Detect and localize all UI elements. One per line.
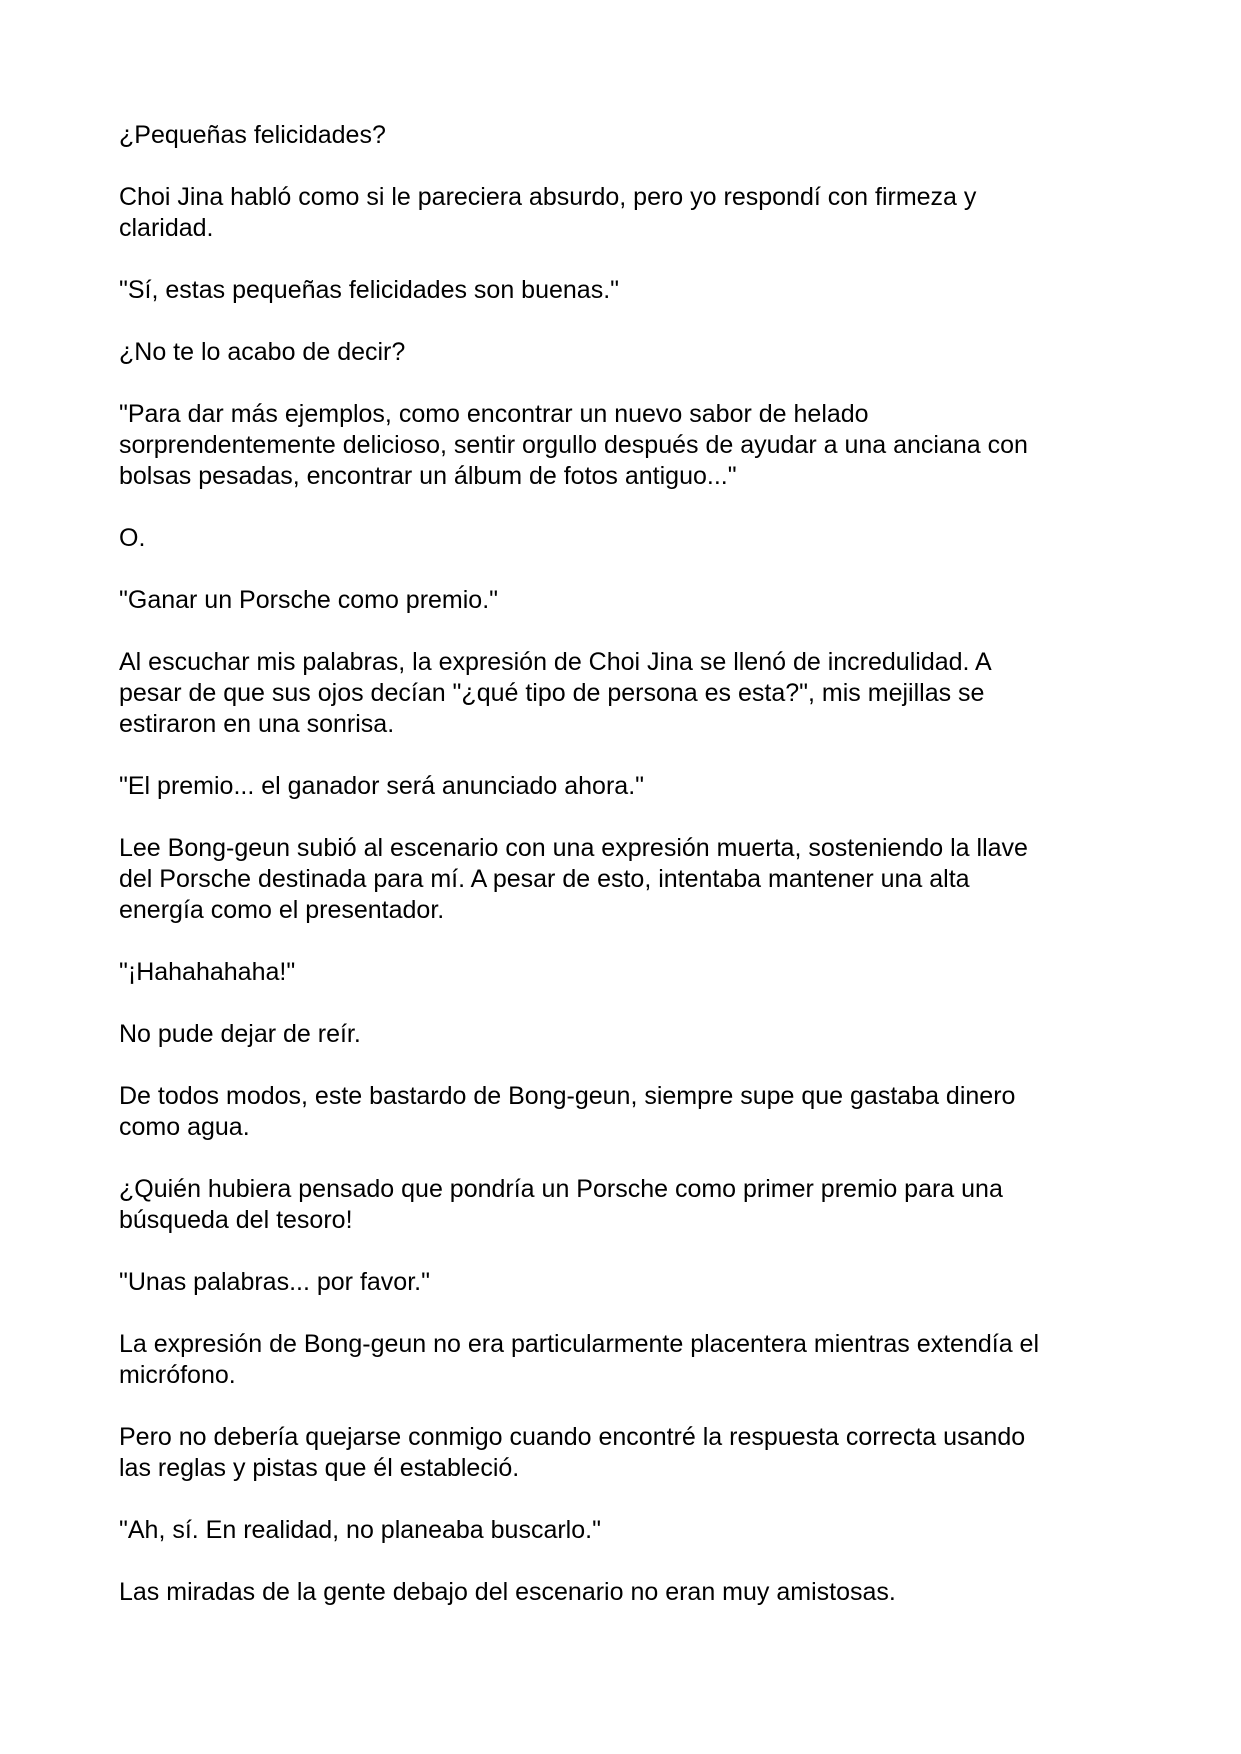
text-line: "El premio... el ganador será anunciado ahora." bbox=[119, 772, 645, 800]
text-line: sorprendentemente delicioso, sentir orgullo después de ayudar a una anciana con bbox=[119, 431, 1028, 459]
paragraph bbox=[119, 337, 1121, 368]
text-line: como agua. bbox=[119, 1113, 250, 1141]
text-line: del Porsche destinada para mí. A pesar de esto, intentaba mantener una alta bbox=[119, 865, 970, 893]
text-line: "Unas palabras... por favor." bbox=[119, 1268, 430, 1296]
paragraph bbox=[119, 275, 1121, 306]
text-line: las reglas y pistas que él estableció. bbox=[119, 1454, 520, 1482]
paragraph bbox=[119, 771, 1121, 802]
text-line: "¡Hahahahaha!" bbox=[119, 958, 296, 986]
text-line: Pero no debería quejarse conmigo cuando encontré la respuesta correcta usando bbox=[119, 1423, 1026, 1451]
paragraph bbox=[119, 833, 1121, 926]
text-line: claridad. bbox=[119, 214, 214, 242]
paragraph bbox=[119, 399, 1121, 492]
text-line: La expresión de Bong-geun no era particularmente placentera mientras extendía el bbox=[119, 1330, 1040, 1358]
paragraph bbox=[119, 647, 1121, 740]
paragraph bbox=[119, 1081, 1121, 1143]
paragraph bbox=[119, 1267, 1121, 1298]
text-line: energía como el presentador. bbox=[119, 896, 445, 924]
text-line: bolsas pesadas, encontrar un álbum de fotos antiguo..." bbox=[119, 462, 737, 490]
text-line: "Sí, estas pequeñas felicidades son buenas." bbox=[119, 276, 620, 304]
text-line: "Para dar más ejemplos, como encontrar un nuevo sabor de helado bbox=[119, 400, 869, 428]
text-line: ¿Pequeñas felicidades? bbox=[119, 121, 386, 149]
text-line: Lee Bong-geun subió al escenario con una expresión muerta, sosteniendo la llave bbox=[119, 834, 1028, 862]
text-line: O. bbox=[119, 524, 146, 552]
text-line: Choi Jina habló como si le pareciera absurdo, pero yo respondí con firmeza y bbox=[119, 183, 977, 211]
text-body bbox=[119, 120, 1121, 1608]
text-line: Las miradas de la gente debajo del escenario no eran muy amistosas. bbox=[119, 1578, 896, 1606]
paragraph bbox=[119, 585, 1121, 616]
paragraph bbox=[119, 1019, 1121, 1050]
text-line: Al escuchar mis palabras, la expresión de Choi Jina se llenó de incredulidad. A bbox=[119, 648, 992, 676]
text-line: pesar de que sus ojos decían "¿qué tipo de persona es esta?", mis mejillas se bbox=[119, 679, 985, 707]
text-line: "Ah, sí. En realidad, no planeaba buscarlo." bbox=[119, 1516, 601, 1544]
text-line: ¿No te lo acabo de decir? bbox=[119, 338, 406, 366]
text-line: micrófono. bbox=[119, 1361, 236, 1389]
paragraph bbox=[119, 1515, 1121, 1546]
text-line: De todos modos, este bastardo de Bong-geun, siempre supe que gastaba dinero bbox=[119, 1082, 1016, 1110]
paragraph bbox=[119, 1422, 1121, 1484]
paragraph bbox=[119, 120, 1121, 151]
paragraph bbox=[119, 182, 1121, 244]
paragraph bbox=[119, 523, 1121, 554]
text-line: búsqueda del tesoro! bbox=[119, 1206, 353, 1234]
text-line: "Ganar un Porsche como premio." bbox=[119, 586, 499, 614]
text-line: ¿Quién hubiera pensado que pondría un Porsche como primer premio para una bbox=[119, 1175, 1003, 1203]
text-line: estiraron en una sonrisa. bbox=[119, 710, 395, 738]
text-line: No pude dejar de reír. bbox=[119, 1020, 361, 1048]
paragraph bbox=[119, 1577, 1121, 1608]
paragraph bbox=[119, 957, 1121, 988]
paragraph bbox=[119, 1174, 1121, 1236]
paragraph bbox=[119, 1329, 1121, 1391]
